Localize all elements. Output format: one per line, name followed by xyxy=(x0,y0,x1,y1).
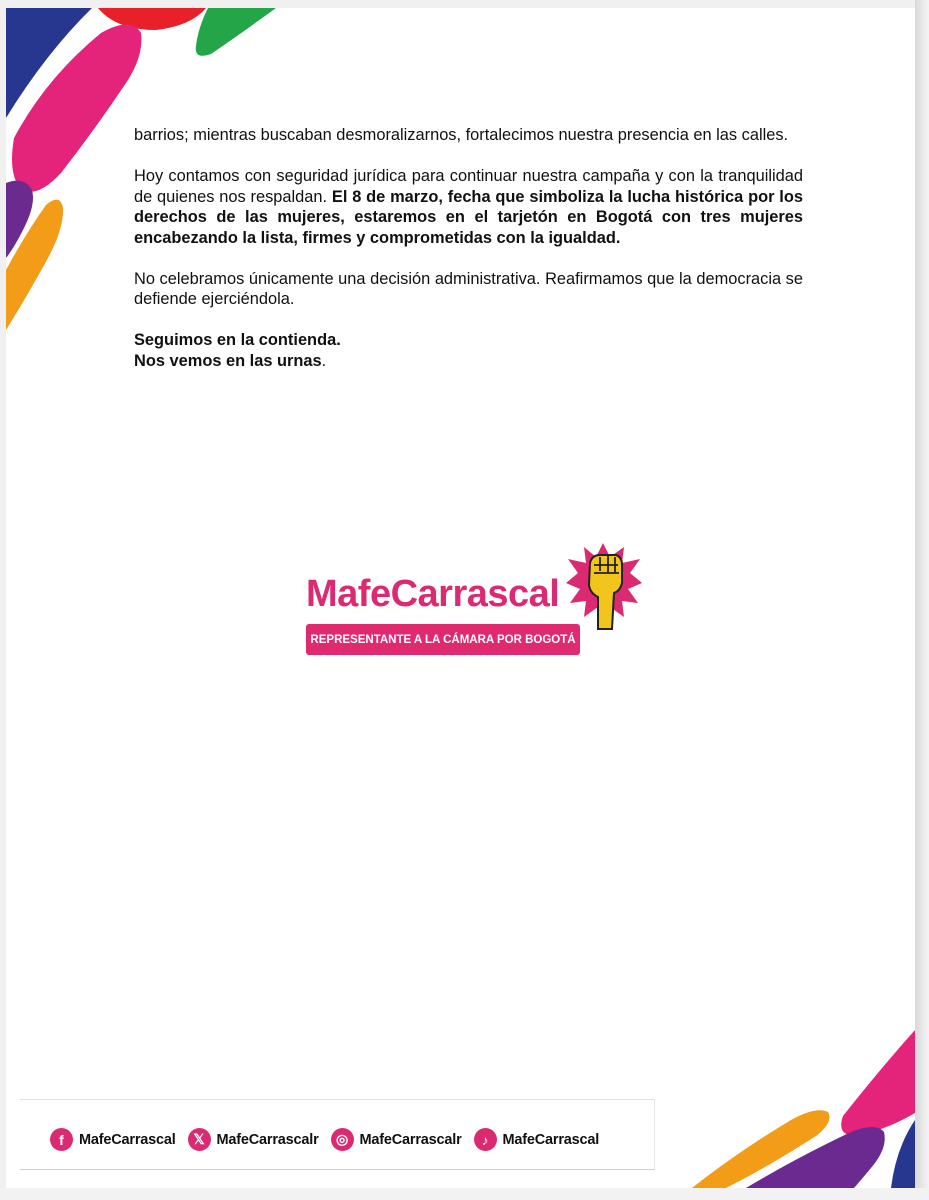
closing-period: . xyxy=(321,351,327,370)
social-tiktok-label: MafeCarrascal xyxy=(502,1131,600,1148)
paragraph-1: barrios; mientras buscaban desmoralizarnos, fortalecimos nuestra presencia en las calles. xyxy=(134,126,789,144)
facebook-icon: f xyxy=(50,1128,73,1151)
closing-line-2: Nos vemos en las urnas xyxy=(134,351,322,370)
x-icon: 𝕏 xyxy=(188,1128,211,1151)
paragraph-2-regular: Hoy contamos con seguridad jurídica para continuar nuestra campaña y con la tranquilidad de quienes nos respaldan. xyxy=(134,167,803,206)
raised-fist-icon xyxy=(564,543,642,631)
logo-tagline: REPRESENTANTE A LA CÁMARA POR BOGOTÁ xyxy=(306,624,580,655)
page-bottom-edge xyxy=(0,1188,929,1200)
social-facebook[interactable] xyxy=(50,1128,176,1151)
green-shape xyxy=(196,8,276,56)
bottom-navy-shape xyxy=(891,1120,915,1188)
letter-body xyxy=(134,125,803,392)
social-facebook-label: MafeCarrascal xyxy=(79,1131,176,1148)
paragraph-2 xyxy=(134,166,803,248)
logo-name: MafeCarrascal xyxy=(306,573,560,615)
campaign-logo xyxy=(306,543,646,668)
bottom-pink-shape xyxy=(841,1030,915,1136)
social-instagram-label: MafeCarrascalr xyxy=(359,1131,462,1148)
social-x-label: MafeCarrascalr xyxy=(216,1131,319,1148)
closing-line-1: Seguimos en la contienda. xyxy=(134,331,341,349)
instagram-icon: ◎ xyxy=(331,1128,354,1151)
social-x[interactable] xyxy=(188,1128,319,1151)
page-edge-shadow xyxy=(915,0,929,1200)
social-instagram[interactable] xyxy=(331,1128,462,1151)
social-tiktok[interactable] xyxy=(474,1128,600,1151)
paragraph-3: No celebramos únicamente una decisión administrativa. Reafirmamos que la democracia se defiende ejerciéndola. xyxy=(134,269,803,308)
closing xyxy=(134,330,803,371)
paragraph-2-bold: El 8 de marzo, fecha que simboliza la lucha histórica por los derechos de las mujeres, estaremos en el tarjetón en Bogotá con tres mujeres encabezando la lista, firmes y comprometidas con la igualdad. xyxy=(134,187,803,247)
red-shape xyxy=(98,8,206,30)
social-links xyxy=(50,1128,611,1151)
tiktok-icon: ♪ xyxy=(474,1128,497,1151)
letter-sheet xyxy=(6,8,915,1188)
